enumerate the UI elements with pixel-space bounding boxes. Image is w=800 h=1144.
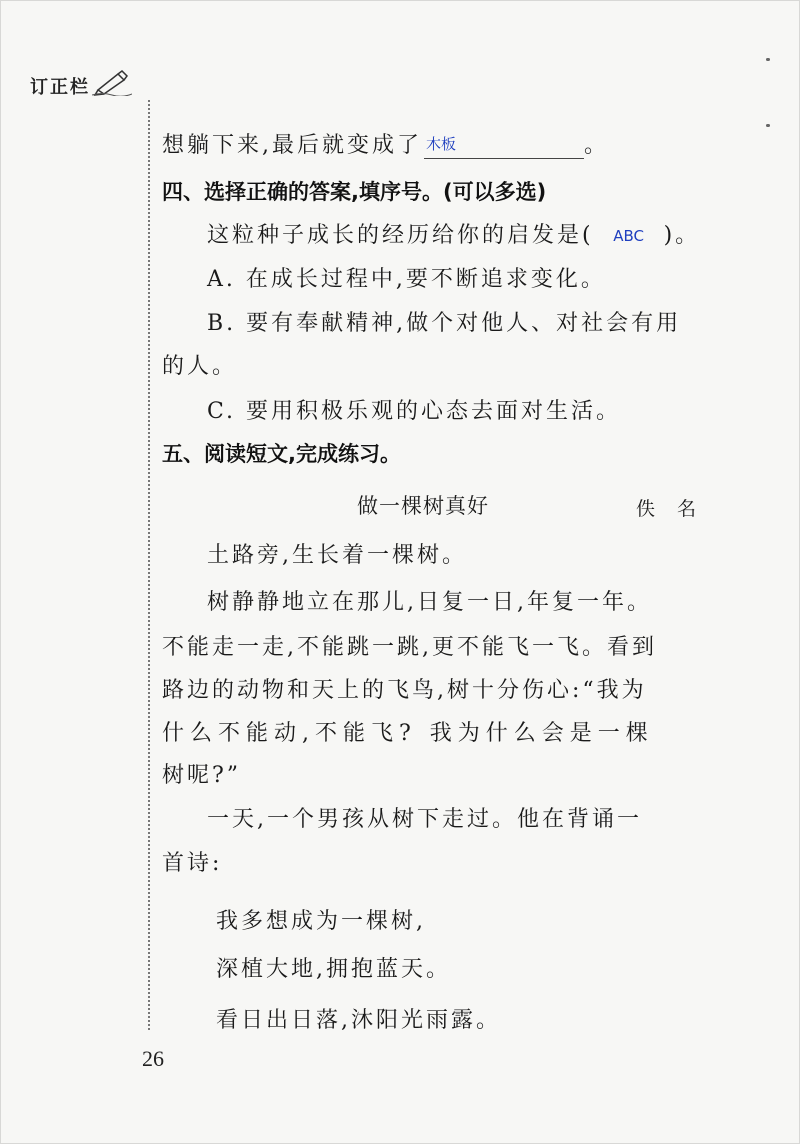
paragraph-3-line-2: 首诗: (162, 851, 223, 876)
paragraph-2-line-2: 不能走一走,不能跳一跳,更不能飞一飞。看到 (162, 635, 657, 660)
section4-heading: 四、选择正确的答案,填序号。(可以多选) (162, 180, 547, 204)
poem-line-3: 看日出日落,沐阳光雨露。 (216, 1008, 501, 1033)
paragraph-2-line-4: 什么不能动,不能飞? 我为什么会是一棵 (162, 721, 654, 746)
correction-column-text: 订正栏 (30, 76, 90, 98)
margin-divider (148, 100, 150, 1030)
paragraph-2-line-3: 路边的动物和天上的飞鸟,树十分伤心:“我为 (162, 678, 647, 703)
paragraph-2-line-5: 树呢?” (162, 763, 242, 788)
poem-line-1: 我多想成为一棵树, (216, 909, 426, 934)
poem-line-2: 深植大地,拥抱蓝天。 (216, 957, 451, 982)
paragraph-2-line-1: 树静静地立在那儿,日复一日,年复一年。 (207, 590, 652, 615)
correction-column-label (30, 70, 132, 101)
paragraph-1: 土路旁,生长着一棵树。 (207, 543, 467, 568)
section3-last-line: 想躺下来,最后就变成了 木板 。 (162, 133, 610, 158)
article-author: 佚名 (636, 498, 719, 520)
section5-heading: 五、阅读短文,完成练习。 (162, 442, 401, 466)
option-b: B. 要有奉献精神,做个对他人、对社会有用 (207, 311, 682, 336)
option-a: A. 在成长过程中,要不断追求变化。 (207, 267, 606, 292)
handwritten-choice-answer[interactable]: ABC (613, 227, 644, 245)
pencil-icon (92, 70, 132, 101)
scan-speck (766, 124, 770, 127)
page-number: 26 (142, 1046, 164, 1071)
option-c: C. 要用积极乐观的心态去面对生活。 (207, 399, 622, 424)
section4-question: 这粒种子成长的经历给你的启发是( ABC )。 (207, 223, 701, 248)
handwritten-answer: 木板 (426, 135, 457, 153)
article-title: 做一棵树真好 (357, 494, 489, 518)
answer-blank[interactable] (424, 134, 584, 159)
paragraph-3-line-1: 一天,一个男孩从树下走过。他在背诵一 (207, 807, 642, 832)
scan-speck (766, 58, 770, 61)
option-b-continued: 的人。 (162, 354, 238, 379)
